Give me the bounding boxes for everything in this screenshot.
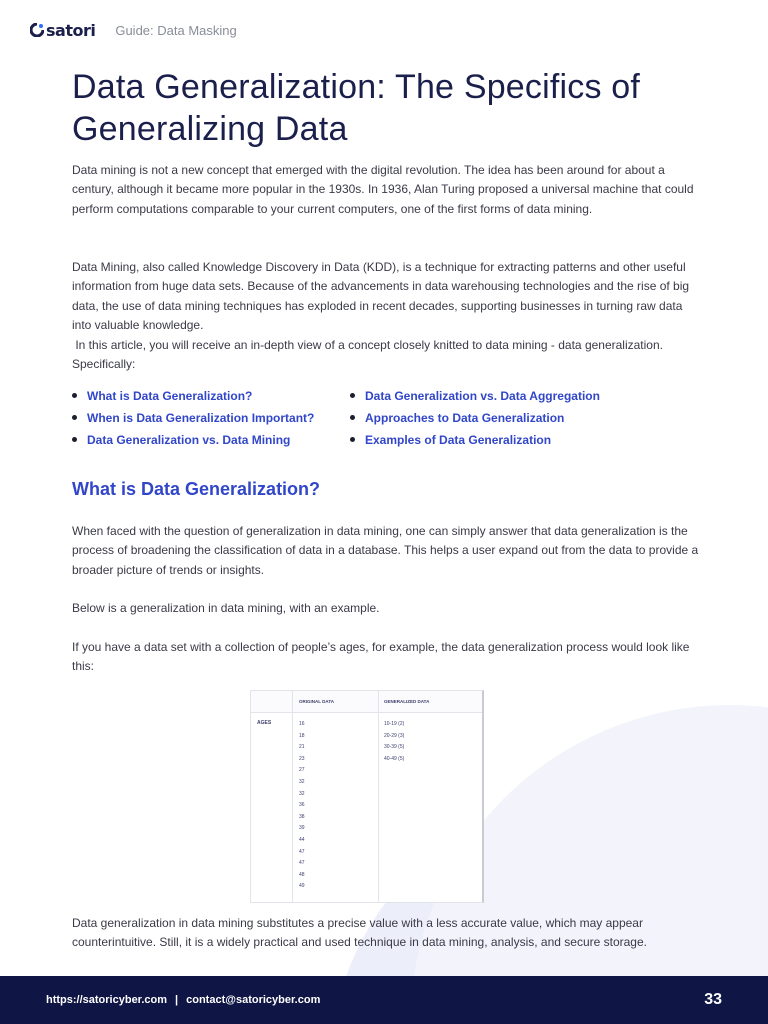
intro-paragraph: In this article, you will receive an in-depth view of a concept closely knitted to data mining - data generalization. Specifically: [72, 337, 667, 372]
body-paragraph: Below is a generalization in data mining, with an example. [72, 601, 380, 615]
toc-link-approaches[interactable] [350, 408, 650, 427]
table-cell: 32 [299, 778, 305, 785]
table-cell: 36 [299, 802, 305, 809]
bullet-icon [72, 415, 77, 420]
table-cell: 39 [299, 825, 305, 832]
toc-link-label: Approaches to Data Generalization [365, 410, 565, 425]
table-cell: 47 [299, 848, 305, 855]
bullet-icon [350, 437, 355, 442]
intro-paragraph: Data mining is not a new concept that emerged with the digital revolution. The idea has been around for about a century, although it became more popular in the 1930s. In 1936, Alan Turing proposed a universal machine that could perform computations comparable to your current computers, one of the first forms of data mining. [72, 163, 694, 216]
page-footer [0, 976, 768, 1024]
table-cell: 27 [299, 767, 305, 774]
satori-logo-icon [30, 23, 44, 37]
bullet-icon [72, 393, 77, 398]
page-title: Data Generalization: The Specifics of Generalizing Data [72, 68, 641, 148]
toc-link-label: Data Generalization vs. Data Mining [87, 432, 291, 447]
toc-link-list [72, 386, 692, 449]
table-cell: 32 [299, 790, 305, 797]
table-cell: 48 [299, 871, 305, 878]
email-link[interactable]: contact@satoricyber.com [186, 994, 321, 1006]
closing-paragraph: Data generalization in data mining substitutes a precise value with a less accurate value, which may appear counterintuitive. Still, it is a widely practical and used technique in data mining, analysis, and secure storage. [72, 916, 647, 950]
toc-link-label: Data Generalization vs. Data Aggregation [365, 388, 600, 403]
table-cell: 30-39 (5) [384, 744, 405, 751]
table-cell: 49 [299, 883, 305, 890]
table-cell: 18 [299, 732, 305, 739]
body-paragraph: When faced with the question of generalization in data mining, one can simply answer that data generalization is the process of broadening the classification of data in a database. This helps a user expand out from the data to provide a broader picture of trends or insights. [72, 524, 699, 577]
toc-link-vs-mining[interactable] [72, 430, 350, 449]
intro-paragraph: Data Mining, also called Knowledge Discovery in Data (KDD), is a technique for extracting patterns and other useful information from huge data sets. Because of the advancements in data warehousing technologies and the rise of big data, the use of data mining techniques has exploded in recent decades, supporting businesses in turning raw data into valuable knowledge. [72, 260, 690, 333]
intro-paragraph-group [72, 258, 702, 374]
column-header-original: ORIGINAL DATA [299, 699, 334, 704]
guide-label: Guide: Data Masking [115, 22, 237, 38]
table-cell: 40-49 (5) [384, 755, 405, 762]
table-cell: 10-19 (2) [384, 721, 405, 727]
bullet-icon [72, 437, 77, 442]
table-header-row [251, 691, 482, 713]
page-number: 33 [704, 991, 722, 1008]
column-divider [292, 691, 293, 902]
body-paragraph: If you have a data set with a collection of people’s ages, for example, the data generalization process would look like this: [72, 640, 690, 674]
website-link[interactable]: https://satoricyber.com [46, 994, 168, 1006]
table-cell: 38 [299, 813, 305, 820]
generalized-values-column [384, 719, 404, 765]
row-label-ages: AGES [257, 720, 272, 726]
table-cell: 16 [299, 721, 305, 727]
bullet-icon [350, 393, 355, 398]
footer-separator: | [175, 994, 179, 1006]
toc-link-importance[interactable] [72, 408, 350, 427]
table-cell: 20-29 (3) [384, 732, 405, 739]
section-heading: What is Data Generalization? [72, 479, 321, 499]
toc-link-examples[interactable] [350, 430, 650, 449]
toc-link-label: What is Data Generalization? [87, 388, 253, 403]
logo-text: satori [46, 20, 96, 40]
satori-logo [30, 21, 95, 40]
footer-contact [46, 994, 320, 1006]
column-header-generalized: GENERALIZED DATA [384, 699, 430, 704]
original-values-column [299, 719, 305, 893]
ages-generalization-table [250, 690, 484, 903]
table-cell: 21 [299, 744, 305, 751]
table-cell: 23 [299, 755, 305, 762]
toc-link-label: When is Data Generalization Important? [87, 410, 315, 425]
toc-link-label: Examples of Data Generalization [365, 432, 552, 447]
table-cell: 47 [299, 860, 305, 867]
toc-link-what-is[interactable] [72, 386, 350, 405]
table-cell: 44 [299, 836, 305, 843]
toc-link-vs-aggregation[interactable] [350, 386, 650, 405]
column-divider [378, 691, 379, 902]
bullet-icon [350, 415, 355, 420]
page-header [30, 20, 237, 40]
